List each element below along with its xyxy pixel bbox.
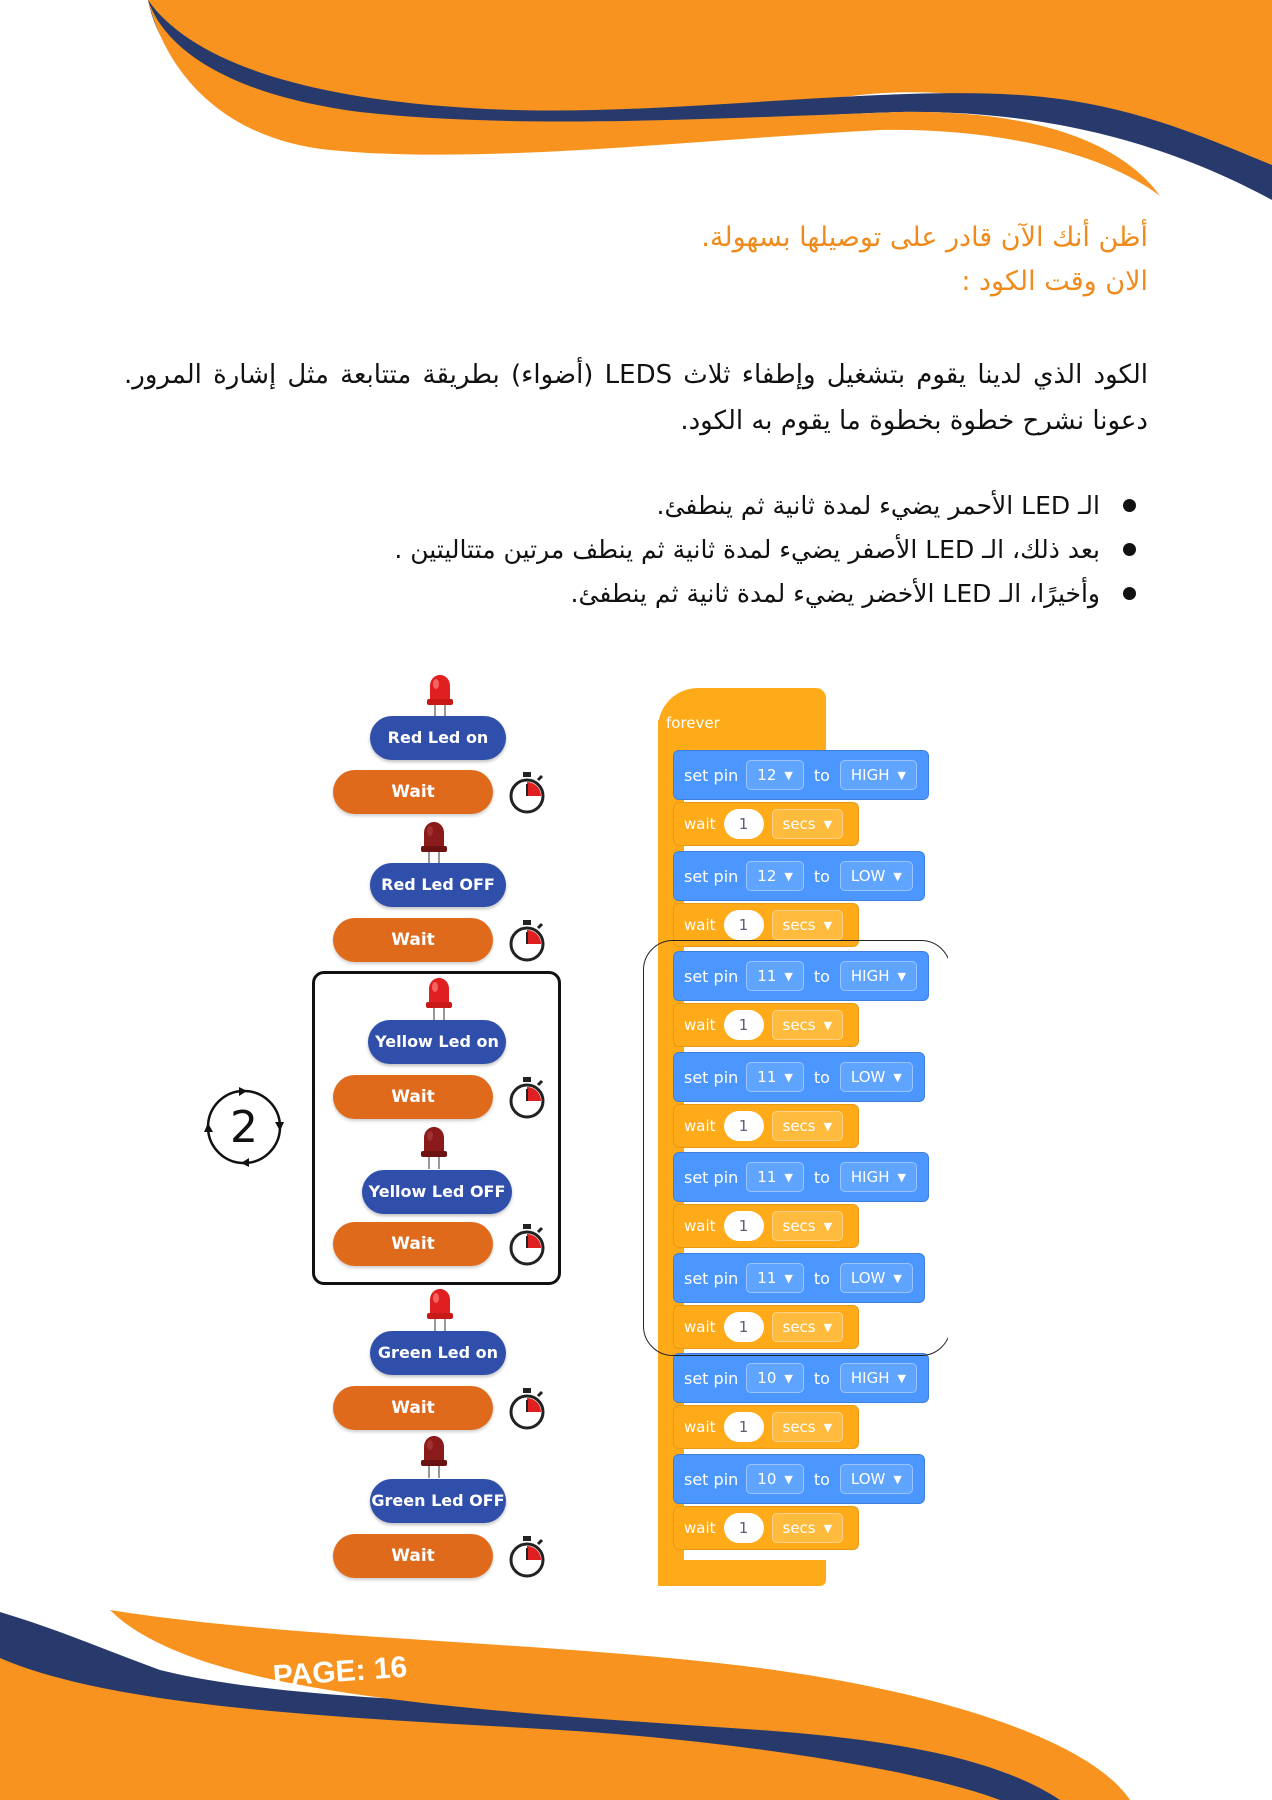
to-label: to [813, 866, 830, 886]
set-pin-label: set pin [684, 1067, 739, 1087]
state-value: LOW [850, 867, 886, 885]
stopwatch-icon [507, 1222, 547, 1266]
wait-value-input[interactable]: 1 [724, 1010, 764, 1040]
caret-down-icon: ▼ [784, 1070, 793, 1084]
heading-line-2: الان وقت الكود : [961, 266, 1148, 297]
unit-value: secs [782, 1117, 816, 1135]
wait-block: Wait [333, 770, 493, 814]
wait-value-input[interactable]: 1 [724, 1312, 764, 1342]
state-value: HIGH [850, 1168, 890, 1186]
unit-dropdown[interactable] [772, 1412, 844, 1442]
stopwatch-icon [507, 1386, 547, 1430]
set-pin-label: set pin [684, 1368, 739, 1388]
to-label: to [813, 1167, 830, 1187]
to-label: to [813, 1368, 830, 1388]
caret-down-icon: ▼ [893, 1070, 902, 1084]
unit-value: secs [782, 1016, 816, 1034]
state-dropdown[interactable] [840, 1363, 917, 1393]
caret-down-icon: ▼ [823, 1521, 833, 1535]
wait-block: Wait [333, 1386, 493, 1430]
to-label: to [813, 1268, 830, 1288]
state-value: HIGH [850, 1369, 890, 1387]
repeat-count: 2 [230, 1102, 258, 1153]
set-pin-label: set pin [684, 1167, 739, 1187]
pin-value: 11 [757, 1269, 777, 1287]
set-pin-label: set pin [684, 1469, 739, 1489]
wait-block: Wait [333, 918, 493, 962]
intro-paragraph: الكود الذي لدينا يقوم بتشغيل وإطفاء ثلاث LEDS (أضواء) بطريقة متتابعة مثل إشارة المرور. دعونا نشرح خطوة بخطوة ما يقوم به الكود. [124, 360, 1149, 436]
state-value: HIGH [850, 766, 890, 784]
yellow-led-on-block: Yellow Led on [368, 1020, 506, 1064]
stopwatch-icon [507, 770, 547, 814]
to-label: to [813, 1067, 830, 1087]
green-led-on-block: Green Led on [370, 1331, 506, 1375]
pin-value: 12 [757, 867, 777, 885]
red-led-off-block: Red Led OFF [370, 863, 506, 907]
caret-down-icon: ▼ [893, 1472, 902, 1486]
state-dropdown[interactable] [840, 760, 917, 790]
yellow-led-off-block: Yellow Led OFF [362, 1170, 512, 1214]
unit-dropdown[interactable] [772, 809, 844, 839]
set-pin-block[interactable] [673, 750, 929, 800]
wait-block: Wait [333, 1534, 493, 1578]
caret-down-icon: ▼ [784, 1371, 793, 1385]
steps-list [394, 484, 1136, 616]
unit-dropdown[interactable] [772, 910, 844, 940]
unit-value: secs [782, 916, 816, 934]
wait-label: wait [684, 1519, 716, 1537]
to-label: to [813, 765, 830, 785]
wait-value-input[interactable]: 1 [724, 1513, 764, 1543]
caret-down-icon: ▼ [784, 1472, 793, 1486]
unit-value: secs [782, 1519, 816, 1537]
list-item: الـ LED الأحمر يضيء لمدة ثانية ثم ينطفئ. [394, 484, 1136, 528]
caret-down-icon: ▼ [823, 1320, 833, 1334]
wait-value-input[interactable]: 1 [724, 1111, 764, 1141]
state-dropdown[interactable] [840, 861, 913, 891]
unit-value: secs [782, 815, 816, 833]
caret-down-icon: ▼ [784, 1271, 793, 1285]
wait-label: wait [684, 916, 716, 934]
set-pin-block[interactable] [673, 1353, 929, 1403]
heading-line-1: أظن أنك الآن قادر على توصيلها بسهولة. [701, 222, 1148, 253]
state-value: LOW [850, 1269, 886, 1287]
list-item: وأخيرًا، الـ LED الأخضر يضيء لمدة ثانية ثم ينطفئ. [394, 572, 1136, 616]
set-pin-block[interactable] [673, 851, 925, 901]
wait-secs-block[interactable] [673, 802, 859, 846]
caret-down-icon: ▼ [893, 1271, 902, 1285]
caret-down-icon: ▼ [823, 1018, 833, 1032]
wait-label: wait [684, 1117, 716, 1135]
led-off-icon [418, 821, 450, 865]
red-led-on-block: Red Led on [370, 716, 506, 760]
pin-value: 10 [757, 1470, 777, 1488]
unit-value: secs [782, 1418, 816, 1436]
state-value: LOW [850, 1470, 886, 1488]
pin-value: 11 [757, 967, 777, 985]
pin-dropdown[interactable] [746, 1464, 804, 1494]
unit-value: secs [782, 1318, 816, 1336]
wait-label: wait [684, 1418, 716, 1436]
repeat-icon [203, 1086, 285, 1168]
top-wave-decoration [0, 0, 1272, 210]
forever-block-foot [658, 1560, 826, 1586]
led-off-icon [418, 1126, 450, 1170]
pin-dropdown[interactable] [746, 1363, 804, 1393]
pin-value: 12 [757, 766, 777, 784]
stopwatch-icon [507, 918, 547, 962]
green-led-off-block: Green Led OFF [370, 1479, 506, 1523]
caret-down-icon: ▼ [897, 969, 906, 983]
stopwatch-icon [507, 1075, 547, 1119]
caret-down-icon: ▼ [823, 1119, 833, 1133]
wait-value-input[interactable]: 1 [724, 809, 764, 839]
unit-value: secs [782, 1217, 816, 1235]
wait-block: Wait [333, 1222, 493, 1266]
wait-value-input[interactable]: 1 [724, 1412, 764, 1442]
state-dropdown[interactable] [840, 1464, 913, 1494]
set-pin-label: set pin [684, 765, 739, 785]
caret-down-icon: ▼ [823, 918, 833, 932]
set-pin-label: set pin [684, 866, 739, 886]
to-label: to [813, 966, 830, 986]
bottom-wave-decoration [0, 1600, 1272, 1800]
wait-secs-block[interactable] [673, 1405, 859, 1449]
state-value: LOW [850, 1068, 886, 1086]
set-pin-label: set pin [684, 966, 739, 986]
stopwatch-icon [507, 1534, 547, 1578]
list-item: بعد ذلك، الـ LED الأصفر يضيء لمدة ثانية ثم ينطف مرتين متتاليتين . [394, 528, 1136, 572]
wait-label: wait [684, 1318, 716, 1336]
page-number: PAGE: 16 [271, 1650, 409, 1693]
caret-down-icon: ▼ [823, 1420, 833, 1434]
caret-down-icon: ▼ [897, 1170, 906, 1184]
pin-dropdown[interactable] [746, 861, 804, 891]
pin-value: 10 [757, 1369, 777, 1387]
repeat-bracket [643, 940, 951, 1356]
caret-down-icon: ▼ [784, 869, 793, 883]
set-pin-block[interactable] [673, 1454, 925, 1504]
caret-down-icon: ▼ [784, 969, 793, 983]
unit-dropdown[interactable] [772, 1513, 844, 1543]
led-off-icon [418, 1435, 450, 1479]
set-pin-label: set pin [684, 1268, 739, 1288]
pin-dropdown[interactable] [746, 760, 804, 790]
caret-down-icon: ▼ [893, 869, 902, 883]
led-on-icon [424, 674, 456, 718]
forever-label: forever [666, 714, 720, 732]
wait-block: Wait [333, 1075, 493, 1119]
caret-down-icon: ▼ [823, 817, 833, 831]
caret-down-icon: ▼ [823, 1219, 833, 1233]
wait-value-input[interactable]: 1 [724, 1211, 764, 1241]
to-label: to [813, 1469, 830, 1489]
pin-value: 11 [757, 1068, 777, 1086]
wait-label: wait [684, 815, 716, 833]
caret-down-icon: ▼ [897, 768, 906, 782]
pin-value: 11 [757, 1168, 777, 1186]
caret-down-icon: ▼ [784, 1170, 793, 1184]
caret-down-icon: ▼ [897, 1371, 906, 1385]
led-on-icon [424, 1288, 456, 1332]
led-on-icon [423, 977, 455, 1021]
state-value: HIGH [850, 967, 890, 985]
wait-value-input[interactable]: 1 [724, 910, 764, 940]
caret-down-icon: ▼ [784, 768, 793, 782]
wait-secs-block[interactable] [673, 1506, 859, 1550]
wait-label: wait [684, 1016, 716, 1034]
wait-label: wait [684, 1217, 716, 1235]
